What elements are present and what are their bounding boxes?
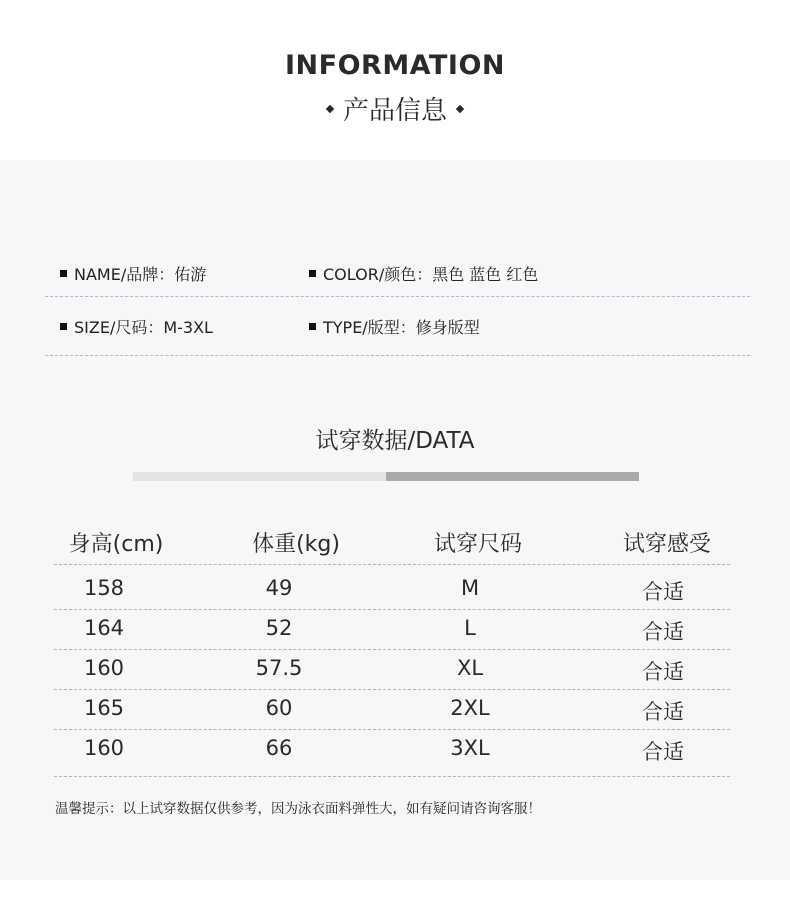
info-row-2 bbox=[60, 315, 750, 335]
info-size-text: SIZE/尺码：M-3XL bbox=[74, 318, 213, 337]
bottom-strip bbox=[0, 880, 790, 907]
table-cell: 165 bbox=[83, 696, 125, 720]
info-color bbox=[309, 262, 538, 285]
title-chinese bbox=[0, 90, 790, 127]
bullet-square-icon bbox=[309, 270, 316, 277]
info-type-text: TYPE/版型：修身版型 bbox=[323, 318, 480, 337]
bullet-square-icon bbox=[60, 323, 67, 330]
table-cell: L bbox=[464, 616, 476, 640]
table-cell: 合适 bbox=[642, 580, 684, 604]
header-height: 身高(cm) bbox=[68, 532, 164, 557]
title-chinese-text: 产品信息 bbox=[342, 96, 447, 126]
row-divider bbox=[54, 689, 730, 690]
table-cell: 合适 bbox=[642, 660, 684, 684]
table-cell: 3XL bbox=[450, 736, 490, 760]
row-divider bbox=[54, 609, 730, 610]
title-bar-left bbox=[133, 472, 386, 481]
header bbox=[0, 0, 790, 160]
table-cell: XL bbox=[456, 656, 484, 680]
title-english: INFORMATION bbox=[284, 50, 505, 81]
bullet-square-icon bbox=[309, 323, 316, 330]
diamond-left-icon bbox=[326, 104, 334, 112]
row-divider bbox=[54, 729, 730, 730]
diamond-right-icon bbox=[456, 104, 464, 112]
info-size bbox=[60, 315, 213, 338]
table-cell: 合适 bbox=[642, 740, 684, 764]
table-cell: 160 bbox=[83, 736, 125, 760]
table-cell: 164 bbox=[83, 616, 125, 640]
info-row-1 bbox=[60, 262, 750, 282]
header-feeling: 试穿感受 bbox=[622, 532, 711, 557]
info-name-text: NAME/品牌：佑游 bbox=[74, 265, 207, 284]
table-cell: M bbox=[460, 576, 480, 600]
divider bbox=[45, 296, 750, 297]
table-divider bbox=[54, 564, 730, 565]
header-size: 试穿尺码 bbox=[433, 532, 522, 557]
title-bar-right bbox=[386, 472, 639, 481]
table-cell: 160 bbox=[83, 656, 125, 680]
info-color-text: COLOR/颜色：黑色 蓝色 红色 bbox=[323, 265, 539, 284]
table-cell: 合适 bbox=[642, 700, 684, 724]
info-name bbox=[60, 262, 206, 285]
divider bbox=[45, 355, 750, 356]
table-cell: 49 bbox=[265, 576, 293, 600]
table-divider bbox=[54, 776, 730, 777]
table-cell: 合适 bbox=[642, 620, 684, 644]
header-weight: 体重(kg) bbox=[252, 532, 340, 557]
table-cell: 52 bbox=[265, 616, 293, 640]
info-type bbox=[309, 315, 480, 338]
notice-text: 温馨提示：以上试穿数据仅供参考，因为泳衣面料弹性大，如有疑问请咨询客服！ bbox=[55, 801, 541, 817]
row-divider bbox=[54, 649, 730, 650]
trial-data-title: 试穿数据/DATA bbox=[315, 428, 475, 454]
bullet-square-icon bbox=[60, 270, 67, 277]
table-cell: 158 bbox=[83, 576, 125, 600]
table-cell: 57.5 bbox=[255, 656, 303, 680]
table-cell: 2XL bbox=[450, 696, 490, 720]
table-cell: 60 bbox=[265, 696, 293, 720]
table-cell: 66 bbox=[265, 736, 293, 760]
